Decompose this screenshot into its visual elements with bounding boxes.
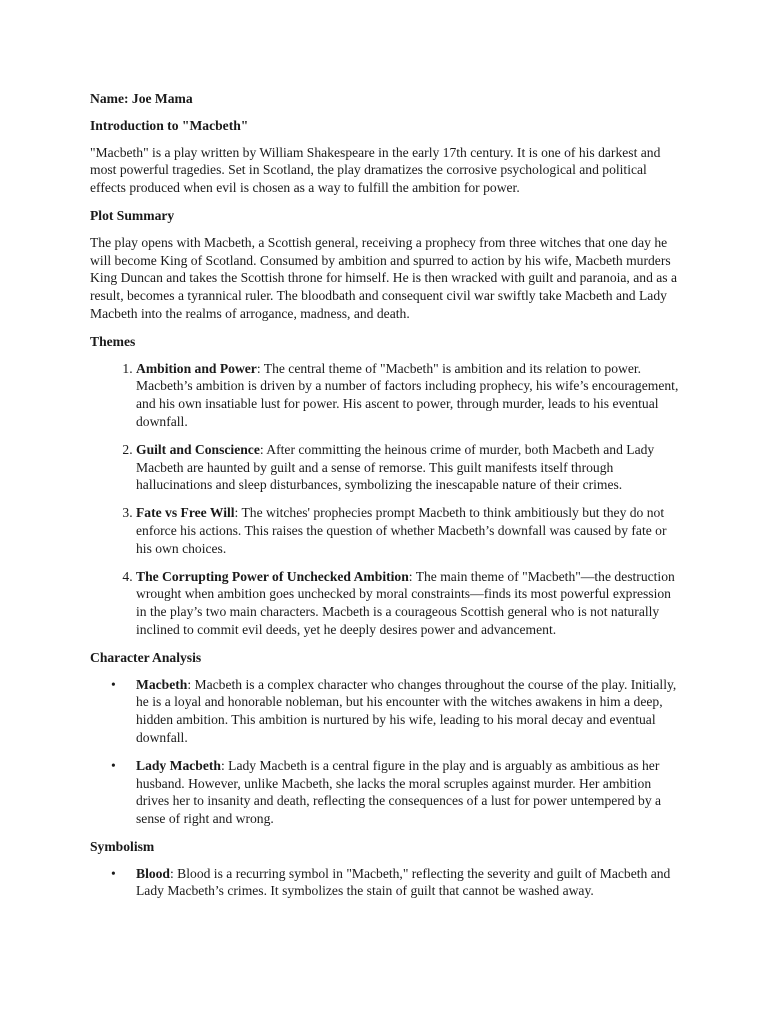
character-item	[111, 676, 682, 747]
intro-paragraph: "Macbeth" is a play written by William Shakespeare in the early 17th century. It is one of his darkest and most powerful tragedies. Set in Scotland, the play dramatizes the corrosive psychological and political effects produced when evil is chosen as a way to fulfill the ambition for power.	[90, 144, 661, 196]
symbolism-list	[90, 865, 682, 901]
theme-text: : The main theme of "Macbeth"—the destruction wrought when ambition goes unchecked by moral constraints—finds its most powerful expression in the play’s two main characters. Macbeth is a courageous Scottish general who is not naturally inclined to commit evil deeds, yet he deeply desires power and advancement.	[136, 568, 675, 637]
bullet-icon: •	[111, 676, 116, 692]
theme-item	[136, 360, 682, 431]
plot-heading: Plot Summary	[90, 207, 175, 223]
character-list	[90, 676, 682, 828]
student-name: Name: Joe Mama	[90, 91, 193, 106]
symbol-term: Blood	[136, 865, 170, 881]
symbol-item	[111, 865, 682, 901]
symbolism-heading: Symbolism	[90, 838, 155, 854]
intro-heading: Introduction to "Macbeth"	[90, 117, 249, 133]
theme-item	[136, 441, 682, 494]
character-analysis-heading: Character Analysis	[90, 649, 202, 665]
theme-term: Ambition and Power	[136, 360, 257, 376]
plot-paragraph: The play opens with Macbeth, a Scottish general, receiving a prophecy from three witches that one day he will become King of Scotland. Consumed by ambition and spurred to action by his wife, Macbeth murders King Duncan and takes the Scottish throne for himself. He is then wracked with guilt and paranoia, and as a result, becomes a tyrannical ruler. The bloodbath and consequent civil war swiftly take Macbeth and Lady Macbeth into the realms of arrogance, madness, and death.	[90, 234, 678, 321]
theme-item	[136, 568, 682, 639]
bullet-icon: •	[111, 865, 116, 881]
theme-term: The Corrupting Power of Unchecked Ambition	[136, 568, 409, 584]
character-text: : Lady Macbeth is a central figure in the play and is arguably as ambitious as her husband. However, unlike Macbeth, she lacks the moral scruples against murder. Her ambition drives her to insanity and death, reflecting the consequences of a lust for power untempered by a sense of right and wrong.	[136, 757, 662, 827]
character-term: Macbeth	[136, 676, 188, 692]
document-page	[90, 90, 682, 910]
bullet-icon: •	[111, 757, 116, 773]
symbol-text: : Blood is a recurring symbol in "Macbeth," reflecting the severity and guilt of Macbeth and Lady Macbeth’s crimes. It symbolizes the stain of guilt that cannot be washed away.	[136, 865, 671, 899]
theme-term: Fate vs Free Will	[136, 505, 235, 521]
theme-text: : The witches' prophecies prompt Macbeth to think ambitiously but they do not enforce his actions. This raises the question of whether Macbeth’s downfall was caused by fate or his own choices.	[136, 505, 667, 556]
themes-heading: Themes	[90, 333, 136, 349]
character-item	[111, 757, 682, 828]
character-term: Lady Macbeth	[136, 757, 221, 773]
themes-list	[90, 360, 682, 639]
theme-term: Guilt and Conscience	[136, 441, 260, 457]
theme-item	[136, 504, 682, 557]
character-text: : Macbeth is a complex character who changes throughout the course of the play. Initially, he is a loyal and honorable nobleman, but his encounter with the witches awakens in him a deep, hidden ambition. This ambition is nurtured by his wife, leading to his moral decay and eventual downfall.	[136, 676, 677, 745]
theme-text: : The central theme of "Macbeth" is ambition and its relation to power. Macbeth’s ambition is driven by a number of factors including prophecy, his wife’s encouragement, and his own insatiable lust for power. His ascent to power, through murder, leads to his eventual downfall.	[136, 360, 679, 429]
theme-text: : After committing the heinous crime of murder, both Macbeth and Lady Macbeth are haunted by guilt and a sense of remorse. This guilt manifests itself through hallucinations and sleep disturbances, symbolizing the inescapable nature of their crimes.	[136, 441, 655, 493]
